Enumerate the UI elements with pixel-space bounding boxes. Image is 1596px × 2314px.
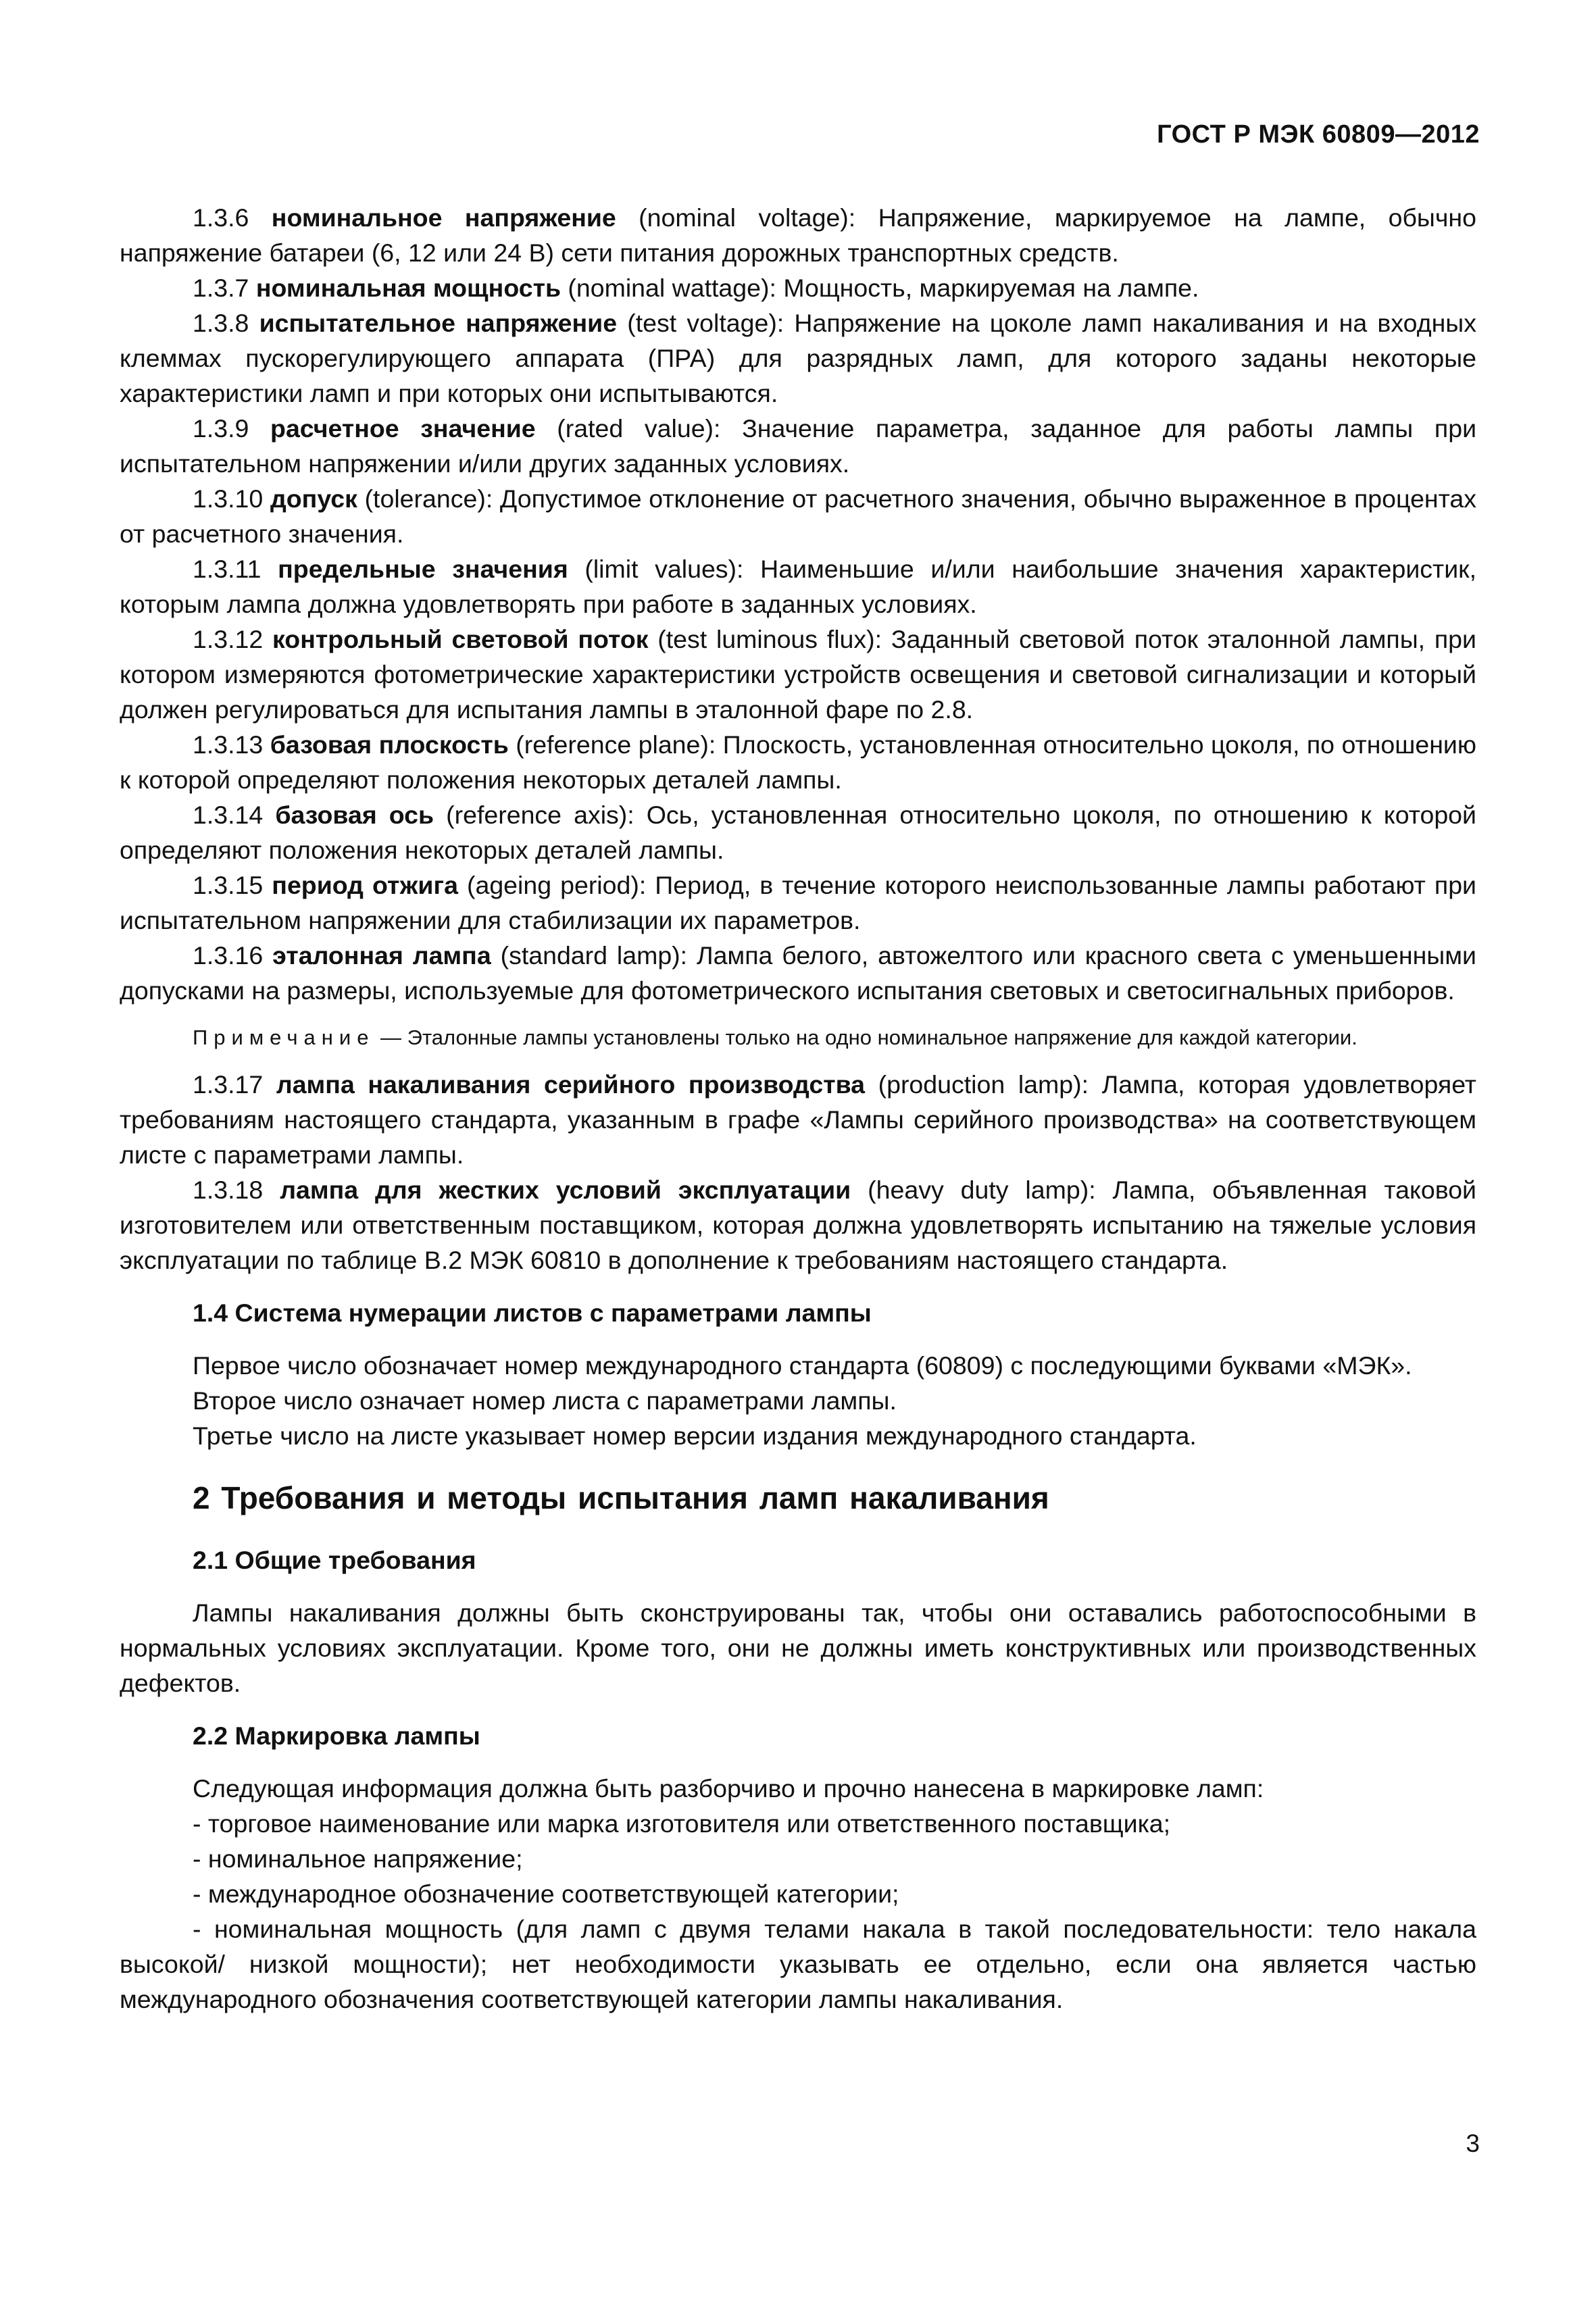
definition-number: 1.3.9 — [193, 414, 271, 443]
definition-text: (test luminous flux): Заданный световой поток эталонной лампы, при котором измеряются фотометрические характеристики устройств освещения и световой сигнализации и который должен регулироваться для испытания лампы в эталонной фаре по 2.8. — [120, 625, 1476, 724]
definition-1-3-11 — [120, 551, 1476, 622]
definition-term: лампа накаливания серийного производства — [276, 1070, 865, 1099]
definition-text: (test voltage): Напряжение на цоколе ламп накаливания и на входных клеммах пускорегулирующего аппарата (ПРА) для разрядных ламп, для которого заданы некоторые характеристики ламп и при которых они испытываются. — [120, 309, 1476, 407]
definition-text: (nominal voltage): Напряжение, маркируемое на лампе, обычно напряжение батареи (6, 12 или 24 В) сети питания дорожных транспортных средств. — [120, 203, 1476, 267]
definition-term: эталонная лампа — [272, 941, 491, 970]
definition-number: 1.3.18 — [193, 1176, 280, 1204]
list-item: - международное обозначение соответствующей категории; — [193, 1880, 899, 1908]
definition-1-3-13 — [120, 727, 1476, 797]
definition-1-3-9 — [120, 411, 1476, 481]
subsection-heading-2-1: 2.1 Общие требования — [193, 1546, 476, 1574]
list-item: - номинальное напряжение; — [193, 1844, 523, 1873]
document-body — [120, 200, 1476, 2017]
list-item: - номинальная мощность (для ламп с двумя телами накала в такой последовательности: тело накала высокой/ низкой мощности); нет необходимости указывать ее отдельно, если она является частью международного обозначения соответствующей категории лампы накаливания. — [120, 1915, 1476, 2013]
definition-term: испытательное напряжение — [259, 309, 618, 337]
definition-term: номинальное напряжение — [271, 203, 616, 232]
definition-1-3-10 — [120, 481, 1476, 551]
definition-text: (standard lamp): Лампа белого, автожелтого или красного света с уменьшенными допусками на размеры, используемые для фотометрического испытания световых и светосигнальных приборов. — [120, 941, 1476, 1005]
definition-1-3-6 — [120, 200, 1476, 270]
definition-number: 1.3.12 — [193, 625, 273, 653]
paragraph: Лампы накаливания должны быть сконструированы так, чтобы они оставались работоспособными в нормальных условиях эксплуатации. Кроме того, они не должны иметь конструктивных или производственных дефектов. — [120, 1599, 1476, 1697]
paragraph-line: Второе число означает номер листа с параметрами лампы. — [193, 1386, 897, 1415]
definition-number: 1.3.6 — [193, 203, 272, 232]
definition-number: 1.3.10 — [193, 484, 270, 513]
definition-1-3-17 — [120, 1067, 1476, 1172]
definition-number: 1.3.14 — [193, 801, 276, 829]
paragraph-line: Третье число на листе указывает номер версии издания международного стандарта. — [193, 1422, 1197, 1450]
definition-term: допуск — [270, 484, 357, 513]
definition-term: лампа для жестких условий эксплуатации — [280, 1176, 851, 1204]
subsection-heading-1-4: 1.4 Система нумерации листов с параметрами лампы — [193, 1299, 872, 1327]
definition-1-3-12 — [120, 622, 1476, 727]
definition-1-3-16 — [120, 938, 1476, 1008]
definition-text: (rated value): Значение параметра, заданное для работы лампы при испытательном напряжении и/или других заданных условиях. — [120, 414, 1477, 478]
note-paragraph — [120, 1022, 1476, 1053]
list-item: - торговое наименование или марка изготовителя или ответственного поставщика; — [193, 1809, 1171, 1838]
definition-number: 1.3.7 — [193, 274, 256, 302]
definition-1-3-18 — [120, 1172, 1476, 1278]
definition-number: 1.3.15 — [193, 871, 272, 899]
definition-term: базовая плоскость — [270, 730, 509, 759]
definition-number: 1.3.17 — [193, 1070, 276, 1099]
definition-number: 1.3.8 — [193, 309, 259, 337]
definition-text: (tolerance): Допустимое отклонение от расчетного значения, обычно выраженное в процентах от расчетного значения. — [120, 484, 1476, 548]
section-heading-2: 2 Требования и методы испытания ламп накаливания — [193, 1480, 1049, 1515]
definition-term: расчетное значение — [270, 414, 536, 443]
definition-term: период отжига — [272, 871, 458, 899]
paragraph-line: Первое число обозначает номер международного стандарта (60809) с последующими буквами «МЭК». — [193, 1351, 1412, 1380]
definition-term: предельные значения — [278, 555, 568, 583]
definition-1-3-8 — [120, 305, 1476, 411]
definition-1-3-14 — [120, 797, 1476, 867]
paragraph: Следующая информация должна быть разборчиво и прочно нанесена в маркировке ламп: — [193, 1774, 1264, 1803]
definition-term: контрольный световой поток — [272, 625, 649, 653]
definition-1-3-7 — [120, 270, 1476, 305]
definition-text: (reference plane): Плоскость, установленная относительно цоколя, по отношению к которой определяют положения некоторых деталей лампы. — [120, 730, 1476, 794]
definition-1-3-15 — [120, 867, 1476, 938]
definition-text: (ageing period): Период, в течение которого неиспользованные лампы работают при испытательном напряжении для стабилизации их параметров. — [120, 871, 1476, 934]
definition-text: (production lamp): Лампа, которая удовлетворяет требованиям настоящего стандарта, указанным в графе «Лампы серийного производства» на соответствующем листе с параметрами лампы. — [120, 1070, 1476, 1169]
definition-number: 1.3.16 — [193, 941, 273, 970]
definition-number: 1.3.13 — [193, 730, 270, 759]
definition-text: (nominal wattage): Мощность, маркируемая на лампе. — [561, 274, 1199, 302]
note-label: Примечание — [193, 1026, 375, 1049]
definition-term: базовая ось — [275, 801, 434, 829]
definition-term: номинальная мощность — [255, 274, 561, 302]
definition-text: (reference axis): Ось, установленная относительно цоколя, по отношению к которой определяют положения некоторых деталей лампы. — [120, 801, 1476, 864]
definition-text: (heavy duty lamp): Лампа, объявленная таковой изготовителем или ответственным поставщиком, которая должна удовлетворять испытанию на тяжелые условия эксплуатации по таблице В.2 МЭК 60810 в дополнение к требованиям настоящего стандарта. — [120, 1176, 1476, 1274]
page-number: 3 — [1466, 2130, 1480, 2157]
note-text: — Эталонные лампы установлены только на одно номинальное напряжение для каждой категории. — [374, 1026, 1357, 1049]
definition-text: (limit values): Наименьшие и/или наибольшие значения характеристик, которым лампа должна удовлетворять при работе в заданных условиях. — [120, 555, 1476, 618]
definition-number: 1.3.11 — [193, 555, 278, 583]
document-code-header: ГОСТ Р МЭК 60809—2012 — [1157, 120, 1480, 149]
subsection-heading-2-2: 2.2 Маркировка лампы — [193, 1721, 480, 1750]
